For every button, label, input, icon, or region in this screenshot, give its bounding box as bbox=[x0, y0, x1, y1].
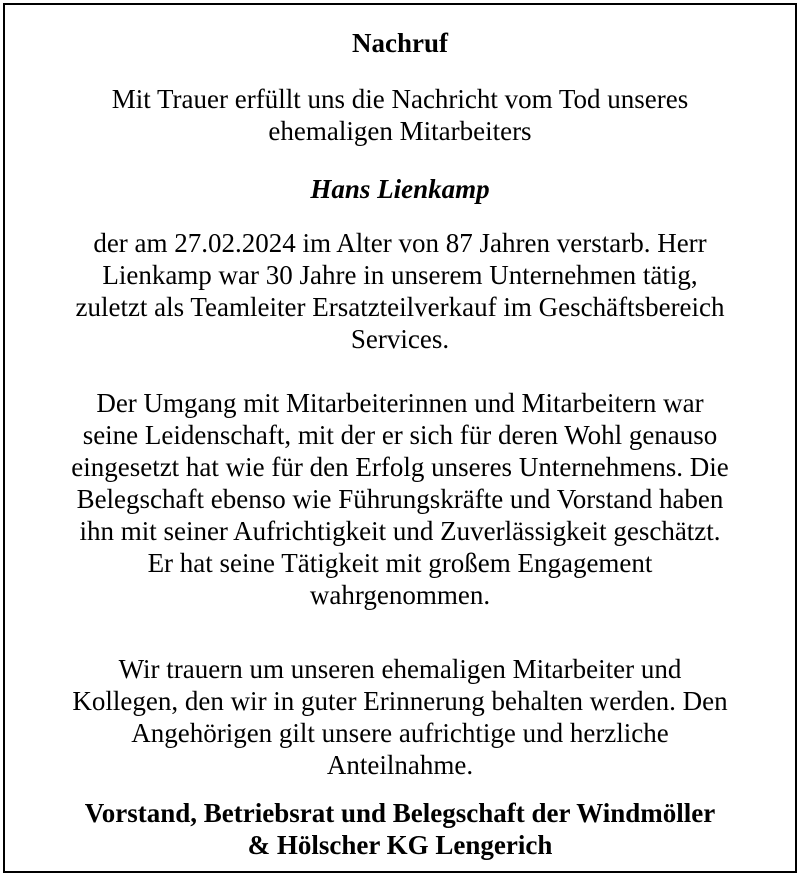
details-line: zuletzt als Teamleiter Ersatzteilverkauf im Geschäftsbereich bbox=[75, 292, 725, 322]
closing-paragraph bbox=[23, 653, 777, 781]
intro-paragraph bbox=[23, 83, 777, 147]
signature-line: Vorstand, Betriebsrat und Belegschaft der Windmöller bbox=[84, 798, 716, 828]
obituary-title: Nachruf bbox=[352, 28, 448, 58]
tribute-paragraph bbox=[23, 387, 777, 611]
details-line: Lienkamp war 30 Jahre in unserem Unternehmen tätig, bbox=[102, 260, 698, 290]
tribute-line: eingesetzt hat wie für den Erfolg unseres Unternehmens. Die bbox=[71, 452, 729, 482]
signature-line: & Hölscher KG Lengerich bbox=[247, 830, 553, 860]
details-paragraph bbox=[23, 227, 777, 355]
tribute-line: wahrgenommen. bbox=[309, 580, 491, 610]
tribute-line: Der Umgang mit Mitarbeiterinnen und Mitarbeitern war bbox=[96, 388, 704, 418]
tribute-line: Er hat seine Tätigkeit mit großem Engagement bbox=[147, 548, 653, 578]
details-line: der am 27.02.2024 im Alter von 87 Jahren verstarb. Herr bbox=[93, 228, 707, 258]
closing-line: Wir trauern um unseren ehemaligen Mitarbeiter und bbox=[118, 654, 682, 684]
deceased-name: Hans Lienkamp bbox=[310, 174, 490, 204]
intro-line: Mit Trauer erfüllt uns die Nachricht vom Tod unseres bbox=[111, 84, 689, 114]
signature-block bbox=[23, 797, 777, 861]
closing-line: Angehörigen gilt unsere aufrichtige und herzliche bbox=[131, 718, 669, 748]
obituary-content bbox=[5, 5, 795, 871]
tribute-line: Belegschaft ebenso wie Führungskräfte und Vorstand haben bbox=[76, 484, 724, 514]
closing-line: Kollegen, den wir in guter Erinnerung behalten werden. Den bbox=[72, 686, 728, 716]
intro-line: ehemaligen Mitarbeiters bbox=[268, 116, 532, 146]
closing-line: Anteilnahme. bbox=[326, 750, 474, 780]
obituary-frame bbox=[3, 3, 797, 873]
tribute-line: seine Leidenschaft, mit der er sich für deren Wohl genauso bbox=[82, 420, 718, 450]
details-line: Services. bbox=[350, 324, 450, 354]
tribute-line: ihn mit seiner Aufrichtigkeit und Zuverlässigkeit geschätzt. bbox=[79, 516, 721, 546]
